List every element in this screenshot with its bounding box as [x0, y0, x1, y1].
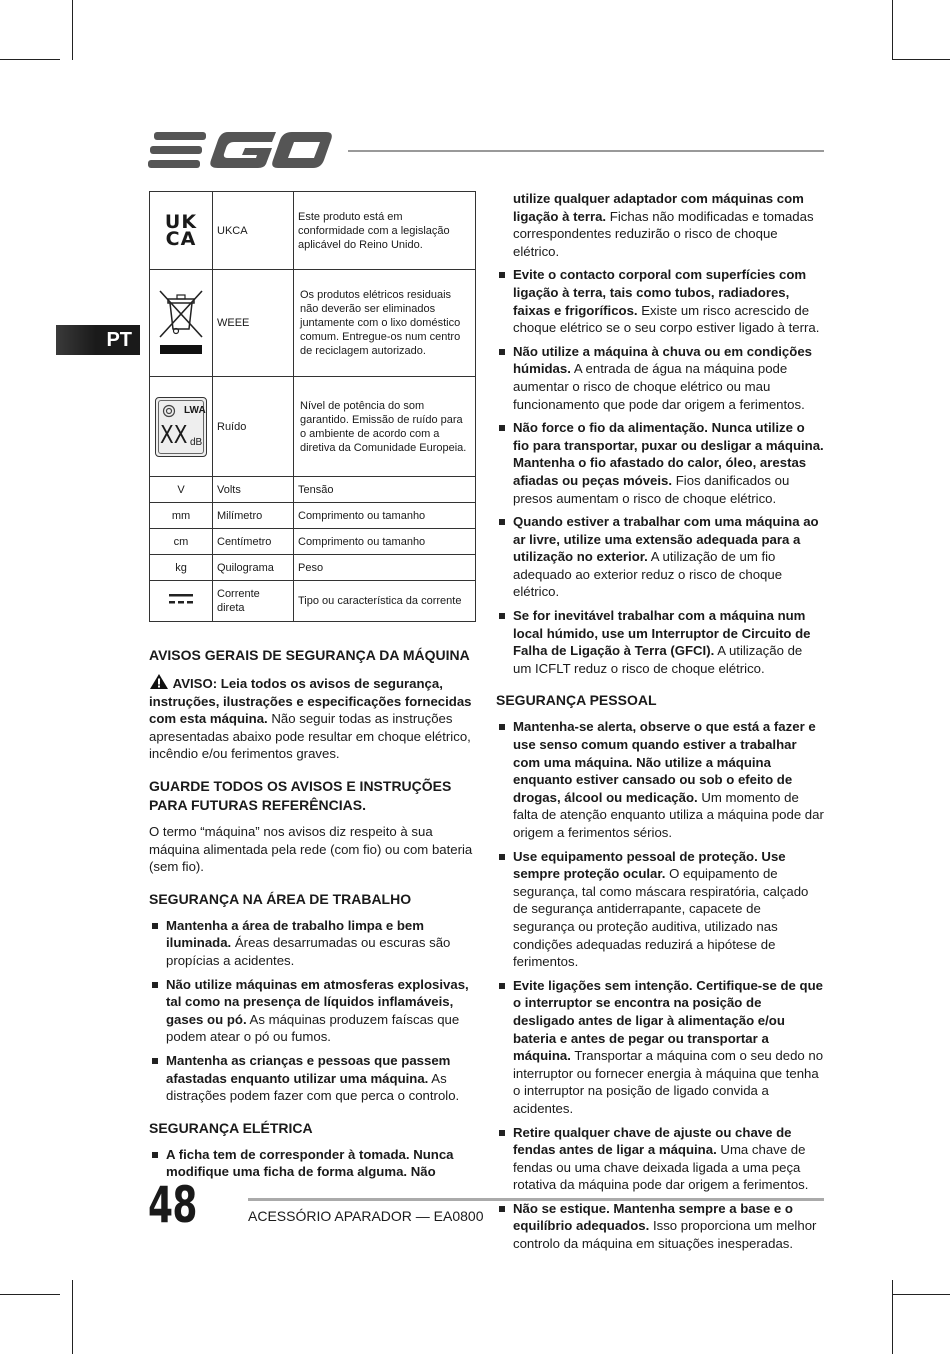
list-item — [496, 419, 824, 507]
list-item — [149, 917, 477, 970]
symbol-description: Nível de potência do som garantido. Emissão de ruído para o ambiente de acordo com a diretiva da Comunidade Europeia. — [294, 377, 476, 477]
term-paragraph: O termo “máquina” nos avisos diz respeito à sua máquina alimentada pela rede (com fio) ou com bateria (sem fio). — [149, 823, 473, 875]
symbol-name: Centímetro — [213, 529, 294, 555]
item-bold: Retire qualquer chave de ajuste ou chave de fendas antes de ligar a máquina. — [513, 1124, 792, 1158]
crop-mark — [72, 0, 73, 60]
list-item — [496, 1124, 824, 1194]
list-item — [496, 190, 824, 260]
ukca-icon-line: UK — [164, 210, 198, 233]
item-bold: Não se estique. Mantenha sempre a base e o equilíbrio adequados. — [513, 1200, 793, 1234]
warning-triangle-icon — [149, 673, 169, 690]
item-text: A utilização de um fio adequado ao exterior reduz o risco de choque elétrico. — [513, 549, 783, 600]
item-text: Fios danificados ou presos aumentam o risco de choque elétrico. — [513, 472, 790, 506]
electric-list — [149, 1146, 477, 1181]
section-heading: GUARDE TODOS OS AVISOS E INSTRUÇÕES PARA FUTURAS REFERÊNCIAS. — [149, 777, 452, 813]
item-bold: Não utilize a máquina à chuva ou em condições húmidas. — [513, 343, 812, 377]
header-rule — [348, 150, 824, 152]
symbol-name: UKCA — [213, 192, 294, 270]
list-item — [149, 1052, 477, 1105]
personal-list — [496, 718, 824, 1252]
right-column — [496, 190, 824, 1259]
crop-mark — [0, 59, 60, 60]
section-heading: SEGURANÇA ELÉTRICA — [149, 1119, 313, 1136]
list-item — [496, 718, 824, 841]
crop-mark — [892, 59, 950, 60]
table-row — [150, 503, 476, 529]
table-row — [150, 377, 476, 477]
warning-text: Não seguir todas as instruções apresentadas abaixo pode resultar em choque elétrico, incêndio e/ou ferimentos graves. — [149, 711, 471, 762]
table-row — [150, 192, 476, 270]
work-area-list — [149, 917, 477, 1105]
page-number: 48 — [148, 1176, 197, 1234]
symbol-description: Os produtos elétricos residuais não deverão ser eliminados juntamente com o lixo doméstico comum. Entregue-os num centro de reciclagem autorizado. — [294, 270, 476, 377]
noise-unit-text: dB — [190, 436, 203, 448]
list-item — [496, 607, 824, 677]
warning-paragraph — [149, 673, 477, 763]
table-row — [150, 555, 476, 581]
symbol-text: cm — [150, 529, 213, 555]
item-text: Um momento de falta de atenção enquanto utiliza a máquina pode dar origem a ferimentos sérios. — [513, 789, 824, 840]
table-row — [150, 581, 476, 622]
list-item — [496, 266, 824, 336]
item-text: O equipamento de segurança, tal como máscara respiratória, calçado de segurança antiderrapante, capacete de segurança ou proteção auditiva, utilizado nas condições adequadas reduzirá a hipótese de ferimentos. — [513, 866, 809, 970]
list-item — [496, 343, 824, 413]
symbol-name: WEEE — [213, 270, 294, 377]
symbol-description: Comprimento ou tamanho — [294, 529, 476, 555]
table-row — [150, 529, 476, 555]
list-item — [496, 977, 824, 1118]
table-row — [150, 477, 476, 503]
symbol-text: kg — [150, 555, 213, 581]
list-item — [149, 976, 477, 1046]
symbol-name: Volts — [213, 477, 294, 503]
section-heading: SEGURANÇA NA ÁREA DE TRABALHO — [149, 890, 412, 907]
symbols-table — [149, 191, 476, 622]
language-tab-label: PT — [106, 329, 132, 351]
list-item — [149, 1146, 477, 1181]
item-text: Transportar a máquina com o seu dedo no interruptor ou fornecer energia à máquina que tenha o interruptor na posição de ligado convida a acidentes. — [513, 1048, 824, 1116]
ukca-icon-line: CA — [165, 227, 197, 250]
item-bold: Mantenha a área de trabalho limpa e bem iluminada. — [166, 917, 424, 951]
warning-label: AVISO: — [172, 676, 218, 691]
symbol-description: Peso — [294, 555, 476, 581]
item-bold: Use equipamento pessoal de proteção. Use sempre proteção ocular. — [513, 848, 786, 882]
item-bold: Não force o fio da alimentação. Nunca utilize o fio para transportar, puxar ou desligar a máquina. Mantenha o fio afastado do calor, óleo, arestas afiadas ou peças móveis. — [513, 420, 824, 488]
item-bold: Mantenha-se alerta, observe o que está a fazer e use senso comum quando estiver a trabalhar com uma máquina. Não utilize a máquina enquanto estiver cansado ou sob o efeito de drogas, álcool ou medicação. — [513, 719, 816, 805]
crop-mark — [892, 0, 893, 60]
symbol-description: Comprimento ou tamanho — [294, 503, 476, 529]
item-bold: A ficha tem de corresponder à tomada. Nunca modifique uma ficha de forma alguma. Não — [166, 1146, 454, 1180]
crop-mark — [72, 1280, 73, 1354]
list-item — [496, 1200, 824, 1253]
noise-label-icon — [150, 377, 213, 477]
item-text: As distrações podem fazer com que perca o controlo. — [166, 1070, 460, 1104]
item-bold: Se for inevitável trabalhar com a máquina num local húmido, use um Interruptor de Circuito de Falha de Ligação à Terra (GFCI). — [513, 608, 811, 659]
crop-mark — [892, 1294, 950, 1295]
item-bold: Evite ligações sem intenção. Certifique-se de que o interruptor se encontra na posição de desligado antes de ligar à alimentação e/ou bateria e antes de pegar ou transportar a máquina. — [513, 977, 824, 1064]
direct-current-icon — [150, 581, 213, 622]
item-bold: Evite o contacto corporal com superfícies com ligação à terra, tais como tubos, radiadores, faixas e frigoríficos. — [513, 267, 807, 318]
item-bold: Quando estiver a trabalhar com uma máquina ao ar livre, utilize uma extensão adequada para a utilização no exterior. — [513, 514, 819, 565]
item-text: Uma chave de fendas ou uma chave deixada ligada a uma peça rotativa da máquina pode dar origem a ferimentos. — [513, 1142, 809, 1193]
symbol-description: Tipo ou característica da corrente — [294, 581, 476, 622]
item-text: Isso proporciona um melhor controlo da máquina em situações inesperadas. — [513, 1218, 817, 1252]
item-text: A entrada de água na máquina pode aumentar o risco de choque elétrico ou mau funcionamento que pode dar origem a ferimentos. — [513, 361, 805, 412]
symbol-name: Milímetro — [213, 503, 294, 529]
section-heading: SEGURANÇA PESSOAL — [496, 692, 657, 709]
warning-bold-text: Leia todos os avisos de segurança, instruções, ilustrações e especificações fornecidas com esta máquina. — [149, 676, 472, 727]
symbol-name: Corrente direta — [213, 581, 294, 622]
list-item — [496, 848, 824, 971]
item-text: Existe um risco acrescido de choque elétrico se o seu corpo estiver ligado à terra. — [513, 302, 820, 336]
noise-value-text: XX — [160, 419, 188, 449]
symbol-name: Ruído — [213, 377, 294, 477]
table-row — [150, 270, 476, 377]
item-text: As máquinas produzem faíscas que podem atear o pó ou fumos. — [166, 1011, 460, 1045]
noise-lwa-text: LWA — [184, 404, 206, 416]
list-item — [496, 513, 824, 601]
item-text: A utilização de um ICFLT reduz o risco de choque elétrico. — [513, 643, 803, 676]
language-tab — [56, 325, 140, 355]
electric-list-continued — [496, 190, 824, 677]
crop-mark — [0, 1294, 60, 1295]
footer-product-title: ACESSÓRIO APARADOR — EA0800 — [248, 1208, 484, 1224]
item-text: Áreas desarrumadas ou escuras são propícias a acidentes. — [166, 935, 451, 968]
symbol-description: Este produto está em conformidade com a legislação aplicável do Reino Unido. — [294, 192, 476, 270]
footer-rule — [248, 1198, 824, 1201]
item-bold: Não utilize máquinas em atmosferas explosivas, tal como na presença de líquidos inflamáveis, gases ou pó. — [166, 976, 469, 1027]
symbol-description: Tensão — [294, 477, 476, 503]
crop-mark — [892, 1280, 893, 1354]
section-heading: AVISOS GERAIS DE SEGURANÇA DA MÁQUINA — [149, 647, 470, 663]
item-bold: utilize qualquer adaptador com máquinas com ligação à terra. — [513, 191, 804, 224]
symbol-text: V — [150, 477, 213, 503]
left-column — [149, 646, 477, 1187]
speaker-icon — [162, 404, 176, 418]
item-text: Fichas não modificadas e tomadas correspondentes reduzirão o risco de choque elétrico. — [513, 208, 814, 259]
item-bold: Mantenha as crianças e pessoas que passem afastadas enquanto utilizar uma máquina. — [166, 1052, 451, 1086]
symbol-text: mm — [150, 503, 213, 529]
ego-logo — [148, 128, 332, 177]
weee-bin-icon — [150, 270, 213, 377]
symbol-name: Quilograma — [213, 555, 294, 581]
ukca-icon — [150, 192, 213, 270]
